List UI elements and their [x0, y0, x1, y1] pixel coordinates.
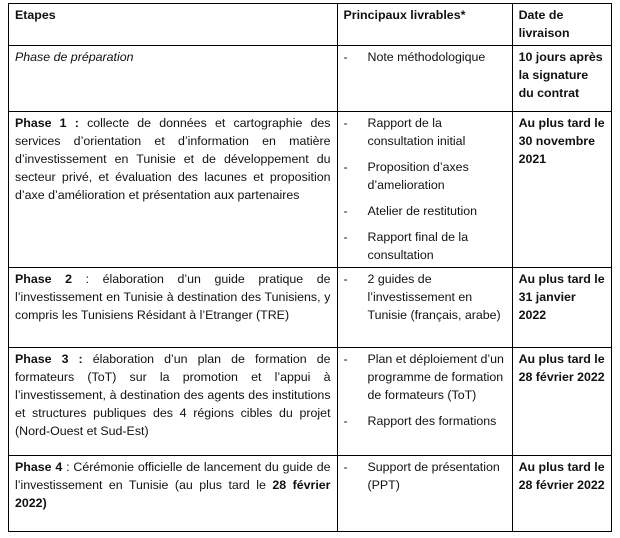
phase-label: Phase 4 [15, 460, 63, 474]
dash-bullet: - [343, 414, 348, 428]
date-cell [512, 112, 611, 268]
table-row [9, 112, 612, 268]
livrable-text: Plan et déploiement d’un programme de formation de formateurs (ToT) [367, 352, 504, 402]
livrables-list [344, 114, 506, 264]
date-text: Au plus tard le 28 février 2022 [518, 352, 605, 384]
dash-bullet: - [343, 460, 348, 474]
phase-label: Phase 1 : [15, 116, 79, 130]
livrables-cell [337, 268, 512, 348]
etape-text: élaboration d’un plan de formation de formateurs (ToT) sur la promotion et l’appui à l’investissement, à destination des agents des institutions et structures publiques des 4 régions cibles du projet (Nord-Ouest et Sud-Est) [15, 352, 331, 438]
header-livrables: Principaux livrables* [337, 4, 512, 46]
dash-bullet: - [343, 230, 348, 244]
list-item [344, 48, 506, 66]
livrable-text: Note méthodologique [367, 50, 486, 64]
date-cell [512, 46, 611, 112]
livrables-list [344, 350, 506, 430]
table-header-row [9, 4, 612, 46]
date-text: Au plus tard le 31 janvier 2022 [518, 272, 605, 322]
livrables-cell [337, 348, 512, 456]
etape-cell [9, 268, 338, 348]
livrables-list [344, 458, 506, 494]
dash-bullet: - [343, 116, 348, 130]
table-row [9, 46, 612, 112]
livrable-text: Support de présentation (PPT) [367, 460, 500, 492]
list-item [344, 114, 506, 150]
date-cell [512, 348, 611, 456]
list-item [344, 158, 506, 194]
livrable-text: Rapport des formations [367, 414, 497, 428]
header-etapes: Etapes [9, 4, 338, 46]
etape-text: : Cérémonie officielle de lancement du guide de l’investissement en Tunisie (au plus tard le [15, 460, 331, 492]
livrable-text: Rapport final de la consultation [367, 230, 469, 262]
livrable-text: 2 guides de l’investissement en Tunisie (français, arabe) [367, 272, 501, 322]
list-item [344, 270, 506, 324]
table-row [9, 268, 612, 348]
phase-label: Phase 2 [15, 272, 72, 286]
dash-bullet: - [343, 352, 348, 366]
date-cell [512, 456, 611, 532]
header-date: Date de livraison [512, 4, 611, 46]
list-item [344, 202, 506, 220]
date-cell [512, 268, 611, 348]
dash-bullet: - [343, 204, 348, 218]
livrable-text: Atelier de restitution [367, 204, 478, 218]
etape-text: : élaboration d’un guide pratique de l’investissement en Tunisie à destination des Tunisiens, y compris les Tunisiens Résidant à l’Etranger (TRE) [15, 272, 331, 322]
etape-cell [9, 112, 338, 268]
etape-cell [9, 348, 338, 456]
dash-bullet: - [343, 160, 348, 174]
date-text: 10 jours après la signature du contrat [518, 50, 603, 100]
list-item [344, 228, 506, 264]
table-row [9, 456, 612, 532]
etape-text: collecte de données et cartographie des services d’orientation et d’information en matière d’investissement en Tunisie et de développement du secteur privé, et évaluation des lacunes et proposition d’axe d’amélioration et présentation aux partenaires [15, 116, 331, 202]
etape-date-bold: 28 février 2022) [15, 478, 331, 510]
dash-bullet: - [343, 272, 348, 286]
livrable-text: Rapport de la consultation initial [367, 116, 466, 148]
livrables-list [344, 48, 506, 66]
date-text: Au plus tard le 30 novembre 2021 [518, 116, 605, 166]
etape-cell [9, 456, 338, 532]
list-item [344, 350, 506, 404]
list-item [344, 458, 506, 494]
dash-bullet: - [343, 50, 348, 64]
etape-cell [9, 46, 338, 112]
date-text: Au plus tard le 28 février 2022 [518, 460, 605, 492]
table-row [9, 348, 612, 456]
livrables-cell [337, 112, 512, 268]
deliverables-table [8, 3, 612, 532]
list-item [344, 412, 506, 430]
livrables-cell [337, 46, 512, 112]
livrables-list [344, 270, 506, 324]
livrables-cell [337, 456, 512, 532]
etape-text: Phase de préparation [15, 50, 134, 64]
livrable-text: Proposition d’axes d’amelioration [367, 160, 469, 192]
phase-label: Phase 3 : [15, 352, 83, 366]
